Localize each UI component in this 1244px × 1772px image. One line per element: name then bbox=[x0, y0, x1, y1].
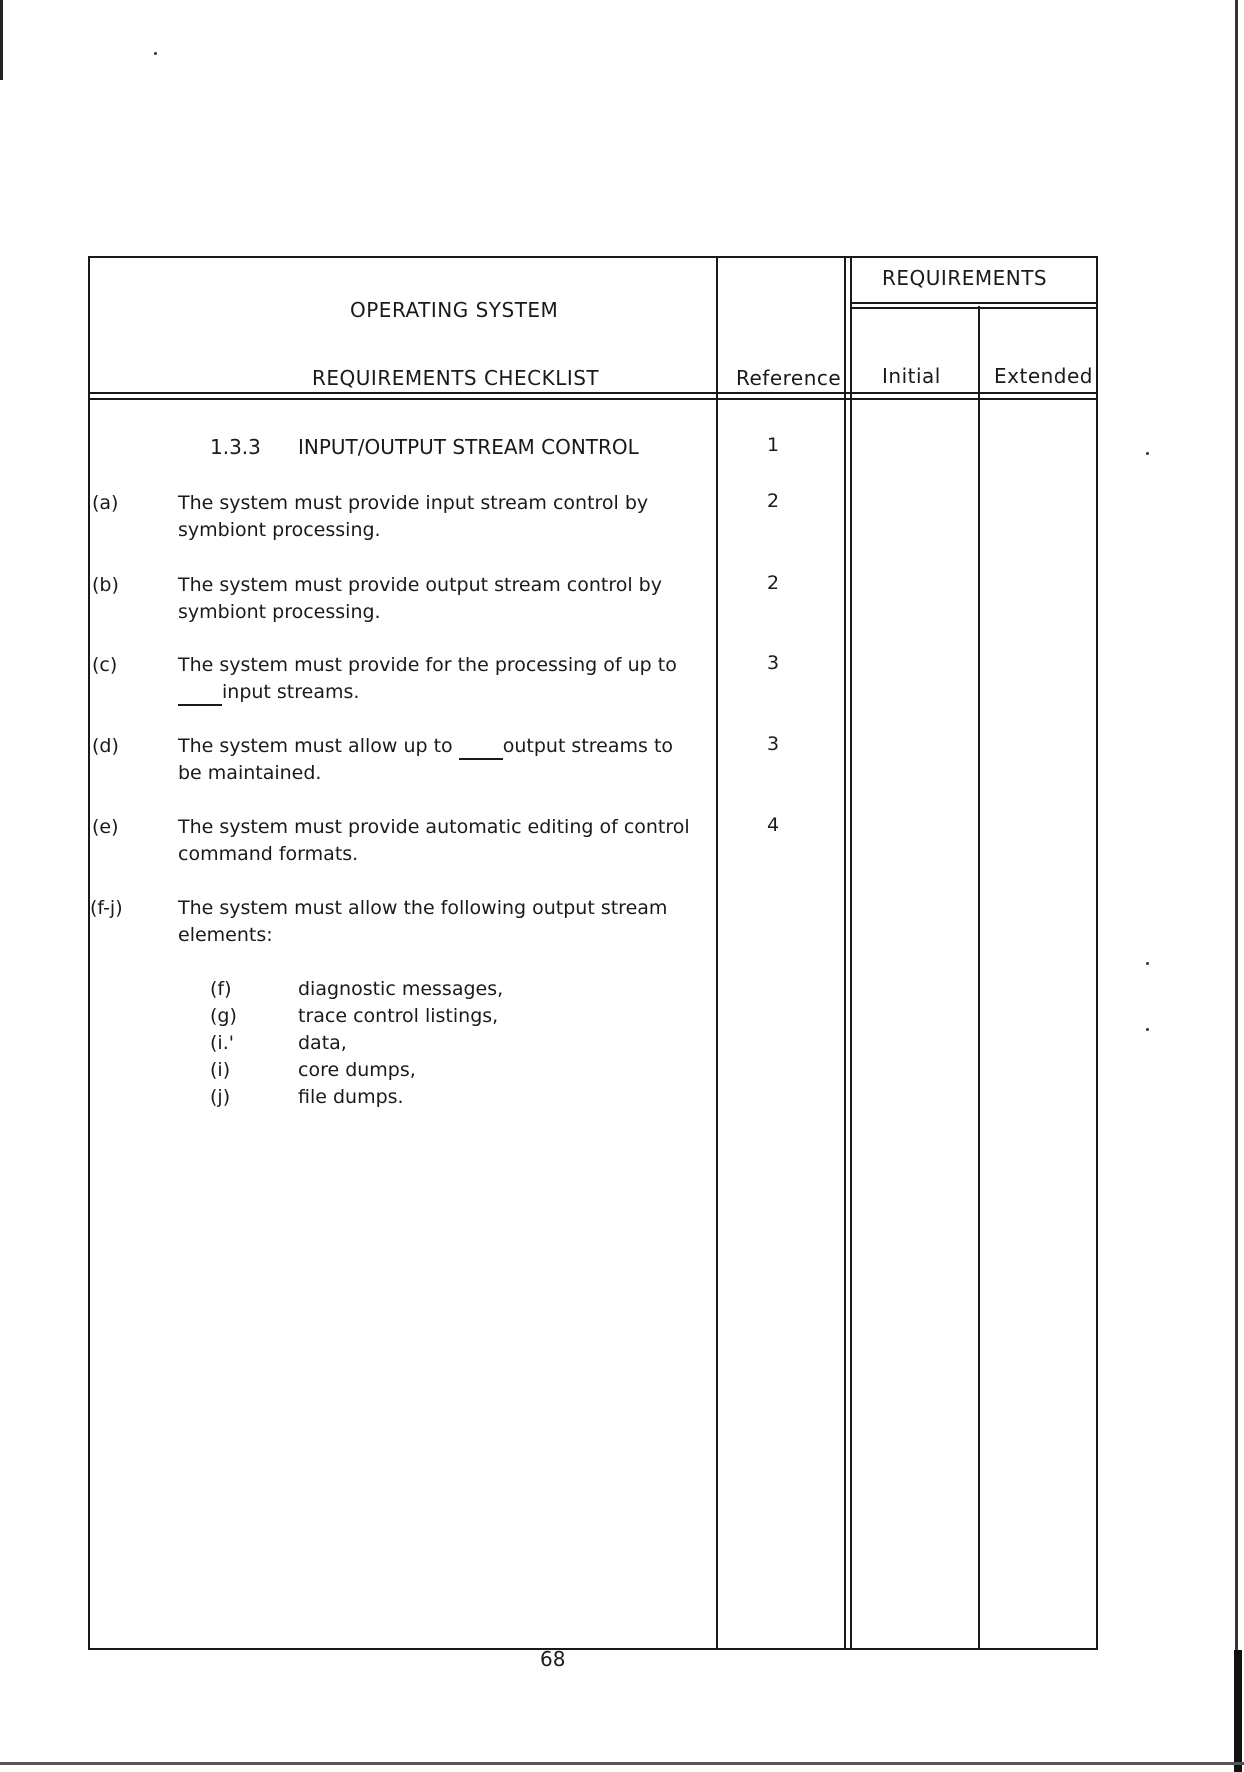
item-text-fragment: input streams. bbox=[222, 681, 360, 703]
subitem-text: diagnostic messages, bbox=[298, 978, 504, 1000]
reference-column-header: Reference bbox=[736, 366, 842, 390]
subitem-text: data, bbox=[298, 1032, 347, 1054]
requirements-column-header: REQUIREMENTS bbox=[882, 266, 1048, 290]
extended-column-header: Extended bbox=[994, 364, 1093, 388]
item-reference: 4 bbox=[766, 814, 780, 836]
item-text: symbiont processing. bbox=[178, 519, 381, 541]
scan-edge-left bbox=[0, 0, 3, 80]
requirements-rule bbox=[852, 307, 1096, 309]
subitem-label: (j) bbox=[210, 1086, 231, 1108]
item-text: command formats. bbox=[178, 843, 359, 865]
item-reference: 3 bbox=[766, 652, 780, 674]
checklist-table bbox=[88, 256, 1098, 1650]
subitem-text: core dumps, bbox=[298, 1059, 416, 1081]
section-title: INPUT/OUTPUT STREAM CONTROL bbox=[298, 435, 639, 459]
fill-in-blank bbox=[459, 742, 503, 760]
item-text-fragment: The system must allow up to bbox=[178, 735, 453, 757]
scan-edge-right bbox=[1235, 0, 1238, 1772]
subitem-label: (f) bbox=[210, 978, 232, 1000]
item-label: (c) bbox=[92, 654, 118, 676]
item-text bbox=[178, 679, 359, 706]
section-reference: 1 bbox=[766, 434, 780, 456]
column-divider-reference bbox=[716, 256, 718, 1648]
item-text: The system must provide for the processing of up to bbox=[178, 654, 677, 676]
item-label: (e) bbox=[92, 816, 119, 838]
header-rule bbox=[88, 398, 1096, 400]
item-text: be maintained. bbox=[178, 762, 322, 784]
section-number: 1.3.3 bbox=[210, 435, 261, 459]
item-reference: 3 bbox=[766, 733, 780, 755]
item-text: The system must provide automatic editing of control bbox=[178, 816, 690, 838]
header-rule bbox=[88, 392, 1096, 394]
item-label: (f-j) bbox=[90, 897, 123, 919]
item-text bbox=[178, 733, 673, 760]
item-label: (b) bbox=[92, 574, 119, 596]
item-label: (d) bbox=[92, 735, 119, 757]
item-reference: 2 bbox=[766, 572, 780, 594]
column-divider-requirements bbox=[844, 256, 846, 1648]
subitem-text: file dumps. bbox=[298, 1086, 404, 1108]
item-text: elements: bbox=[178, 924, 273, 946]
scan-speck bbox=[1146, 452, 1149, 455]
item-label: (a) bbox=[92, 492, 119, 514]
scan-speck bbox=[1146, 962, 1149, 965]
scan-speck bbox=[154, 52, 157, 55]
subitem-label: (g) bbox=[210, 1005, 237, 1027]
item-text: symbiont processing. bbox=[178, 601, 381, 623]
item-text: The system must allow the following output stream bbox=[178, 897, 668, 919]
subitem-label: (i) bbox=[210, 1059, 231, 1081]
column-divider-requirements bbox=[850, 256, 852, 1648]
item-reference: 2 bbox=[766, 490, 780, 512]
fill-in-blank bbox=[178, 688, 222, 706]
scan-edge-bottom bbox=[0, 1762, 1244, 1765]
item-text: The system must provide input stream control by bbox=[178, 492, 649, 514]
table-title-line1: OPERATING SYSTEM bbox=[350, 298, 559, 322]
item-text: The system must provide output stream control by bbox=[178, 574, 662, 596]
scan-speck bbox=[1146, 1028, 1149, 1031]
subitem-text: trace control listings, bbox=[298, 1005, 499, 1027]
item-text-fragment: output streams to bbox=[502, 735, 674, 757]
initial-column-header: Initial bbox=[882, 364, 941, 388]
requirements-rule bbox=[852, 302, 1096, 304]
column-divider-initial-extended bbox=[978, 306, 980, 1648]
table-title-line2: REQUIREMENTS CHECKLIST bbox=[312, 366, 600, 390]
scan-edge-right-shadow bbox=[1234, 1650, 1242, 1772]
subitem-label: (i.' bbox=[210, 1032, 234, 1054]
page-number: 68 bbox=[540, 1647, 566, 1671]
